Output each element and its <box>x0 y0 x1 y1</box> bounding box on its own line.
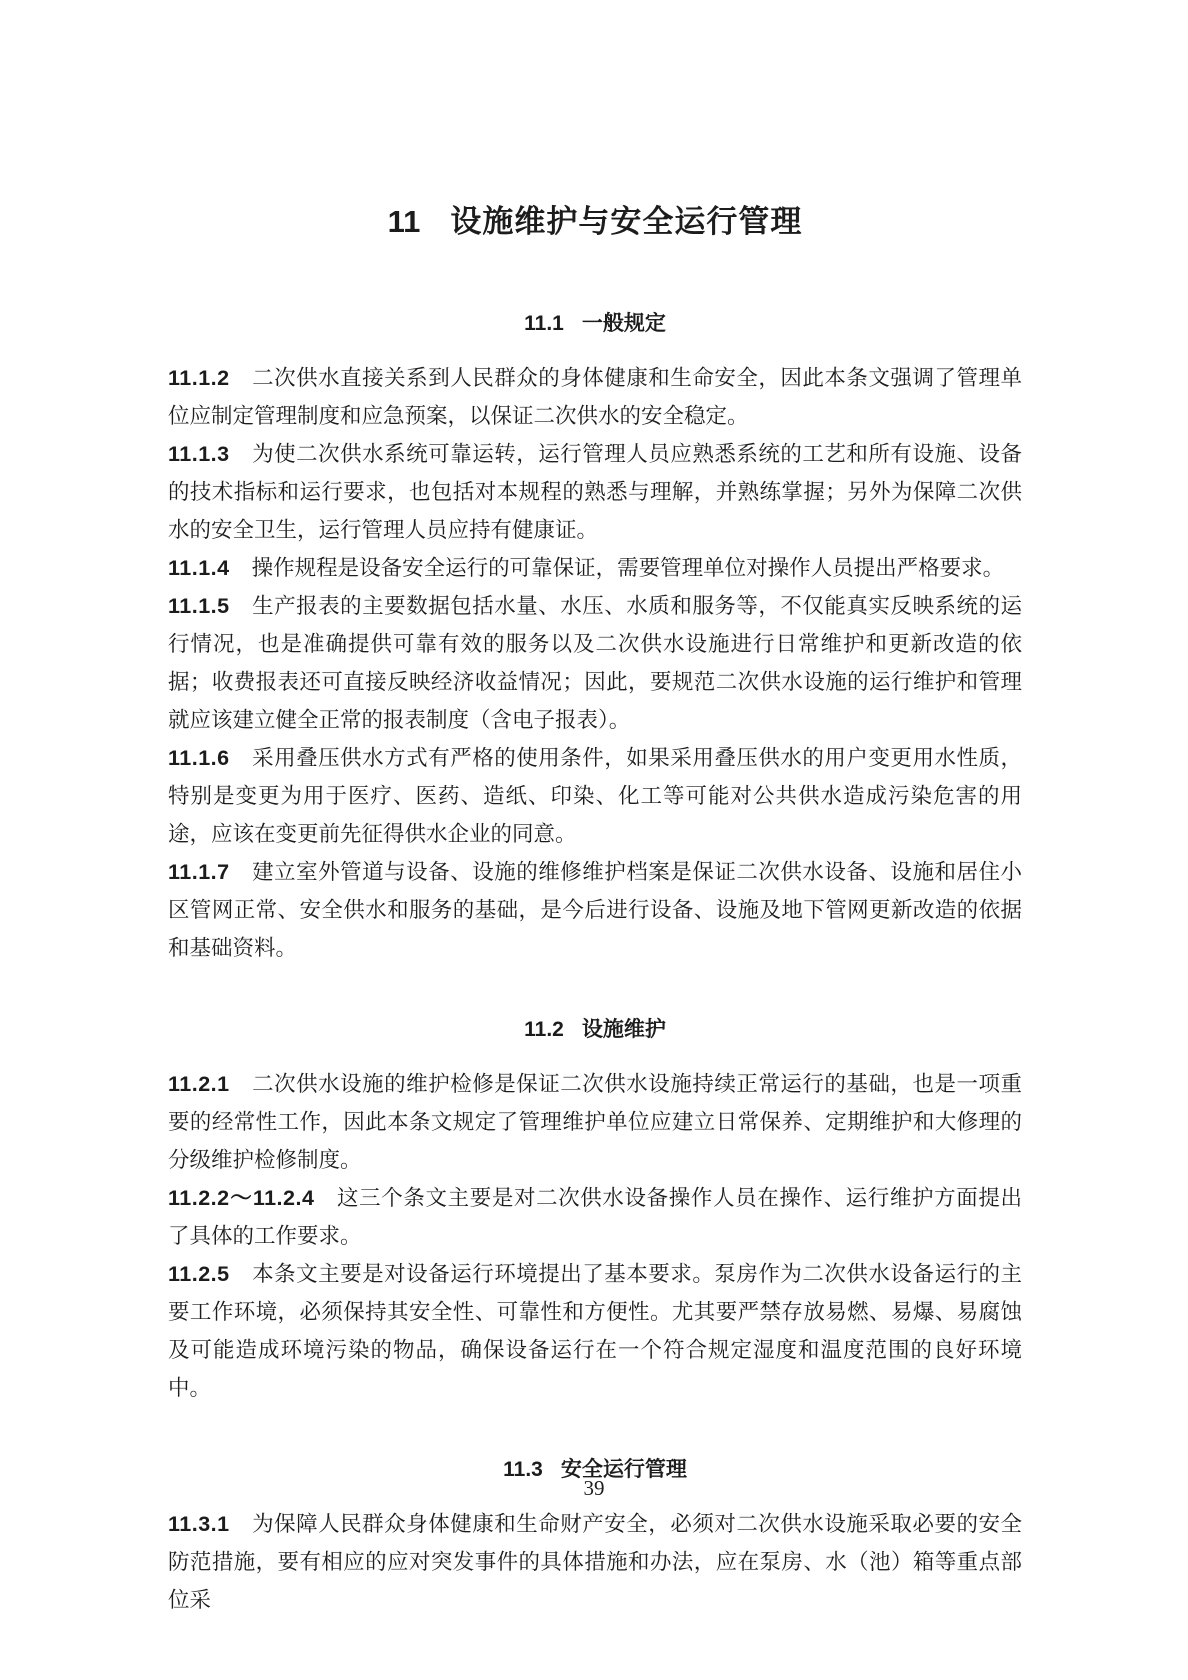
clause-11-1-3 <box>168 435 1022 549</box>
clause-number: 11.2.1 <box>168 1072 230 1096</box>
section-heading-11-1 <box>168 307 1022 337</box>
section-number: 11.2 <box>524 1018 564 1041</box>
clause-11-1-5 <box>168 587 1022 739</box>
clause-number: 11.3.1 <box>168 1512 230 1536</box>
clause-text: 二次供水直接关系到人民群众的身体健康和生命安全，因此本条文强调了管理单位应制定管理制度和应急预案，以保证二次供水的安全稳定。 <box>168 366 1022 428</box>
clause-11-1-6 <box>168 739 1022 853</box>
clause-11-1-7 <box>168 853 1022 967</box>
section-11-3-clauses <box>168 1505 1022 1619</box>
section-title-text: 一般规定 <box>581 312 666 335</box>
clause-number: 11.1.4 <box>168 556 230 580</box>
clause-text: 二次供水设施的维护检修是保证二次供水设施持续正常运行的基础，也是一项重要的经常性工作，因此本条文规定了管理维护单位应建立日常保养、定期维护和大修理的分级维护检修制度。 <box>168 1072 1022 1172</box>
section-number: 11.3 <box>503 1458 543 1481</box>
section-heading-11-2 <box>168 1013 1022 1043</box>
section-title-text: 设施维护 <box>581 1018 666 1041</box>
clause-11-2-5 <box>168 1255 1022 1407</box>
section-11-1-clauses <box>168 359 1022 967</box>
clause-number: 11.2.5 <box>168 1262 230 1286</box>
chapter-number: 11 <box>387 204 421 239</box>
clause-text: 这三个条文主要是对二次供水设备操作人员在操作、运行维护方面提出了具体的工作要求。 <box>168 1186 1022 1248</box>
clause-11-1-2 <box>168 359 1022 435</box>
clause-text: 为保障人民群众身体健康和生命财产安全，必须对二次供水设施采取必要的安全防范措施，要有相应的应对突发事件的具体措施和办法，应在泵房、水（池）箱等重点部位采 <box>168 1512 1022 1612</box>
clause-text: 为使二次供水系统可靠运转，运行管理人员应熟悉系统的工艺和所有设施、设备的技术指标和运行要求，也包括对本规程的熟悉与理解，并熟练掌握；另外为保障二次供水的安全卫生，运行管理人员应持有健康证。 <box>168 442 1022 542</box>
clause-11-1-4 <box>168 549 1022 587</box>
clause-text: 建立室外管道与设备、设施的维修维护档案是保证二次供水设备、设施和居住小区管网正常、安全供水和服务的基础，是今后进行设备、设施及地下管网更新改造的依据和基础资料。 <box>168 860 1022 960</box>
clause-text: 采用叠压供水方式有严格的使用条件，如果采用叠压供水的用户变更用水性质，特别是变更为用于医疗、医药、造纸、印染、化工等可能对公共供水造成污染危害的用途，应该在变更前先征得供水企业的同意。 <box>168 746 1022 846</box>
clause-11-3-1 <box>168 1505 1022 1619</box>
clause-number: 11.2.2～11.2.4 <box>168 1186 315 1210</box>
clause-text: 生产报表的主要数据包括水量、水压、水质和服务等，不仅能真实反映系统的运行情况，也是准确提供可靠有效的服务以及二次供水设施进行日常维护和更新改造的依据；收费报表还可直接反映经济收益情况；因此，要规范二次供水设施的运行维护和管理就应该建立健全正常的报表制度（含电子报表）。 <box>168 594 1022 732</box>
clause-11-2-1 <box>168 1065 1022 1179</box>
clause-number: 11.1.7 <box>168 860 230 884</box>
page-number: 39 <box>583 1476 605 1500</box>
section-11-2-clauses <box>168 1065 1022 1407</box>
clause-number: 11.1.2 <box>168 366 230 390</box>
section-title-text: 安全运行管理 <box>560 1458 687 1481</box>
clause-number: 11.1.5 <box>168 594 230 618</box>
clause-text: 本条文主要是对设备运行环境提出了基本要求。泵房作为二次供水设备运行的主要工作环境，必须保持其安全性、可靠性和方便性。尤其要严禁存放易燃、易爆、易腐蚀及可能造成环境污染的物品，确保设备运行在一个符合规定湿度和温度范围的良好环境中。 <box>168 1262 1022 1400</box>
chapter-title <box>168 196 1022 241</box>
chapter-title-text: 设施维护与安全运行管理 <box>450 204 803 239</box>
clause-11-2-2-to-11-2-4 <box>168 1179 1022 1255</box>
section-number: 11.1 <box>524 312 564 335</box>
clause-number: 11.1.3 <box>168 442 230 466</box>
clause-number: 11.1.6 <box>168 746 230 770</box>
clause-text: 操作规程是设备安全运行的可靠保证，需要管理单位对操作人员提出严格要求。 <box>251 556 1005 580</box>
